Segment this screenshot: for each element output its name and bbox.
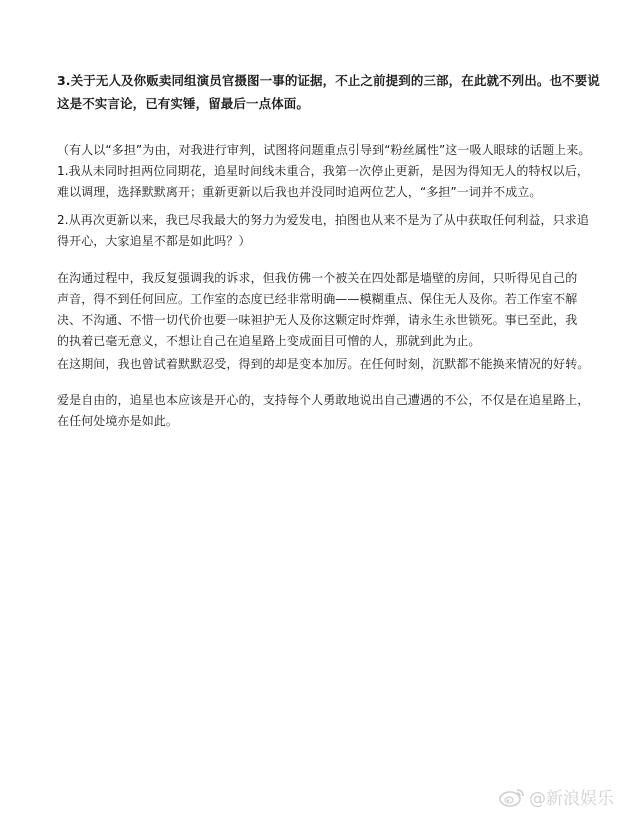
- paragraph-line: 1.我从未同时担两位同期花，追星时间线未重合，我第一次停止更新，是因为得知无人的特权以后，: [57, 164, 589, 178]
- paragraph-line: 的执着已毫无意义，不想让自己在追星路上变成面目可憎的人，那就到此为止。: [57, 334, 481, 348]
- paragraph-line: 2.从再次更新以来，我已尽我最大的努力为爱发电，拍图也从来不是为了从中获取任何利益，只求追: [57, 213, 589, 227]
- paragraph-line: 难以调理，选择默默离开；重新更新以后我也并没同时追两位艺人，“多担”一词并不成立。: [57, 185, 542, 199]
- heading-paragraph: [57, 69, 600, 115]
- paragraph-line: 得开心，大家追星不都是如此吗？）: [57, 234, 251, 248]
- paragraph-communication: [57, 268, 587, 352]
- paragraph-line: 爱是自由的，追星也本应该是开心的，支持每个人勇敢地说出自己遭遇的不公，不仅是在追星路上，: [57, 393, 590, 407]
- weibo-logo-icon: [499, 787, 525, 807]
- paragraph-line: 决、不沟通、不惜一切代价也要一味袒护无人及你这颗定时炸弹，请永生永世锁死。事已至此，我: [57, 313, 578, 327]
- paragraph-point-two: [57, 210, 587, 252]
- paragraph-closing: [57, 390, 590, 432]
- watermark-text: @新浪娱乐: [529, 789, 614, 809]
- paragraph-line: 声音，得不到任何回应。工作室的态度已经非常明确——模糊重点、保住无人及你。若工作室不解: [57, 292, 578, 306]
- paragraph-clarification: [57, 140, 591, 203]
- sina-entertainment-watermark: [499, 784, 614, 809]
- paragraph-line: 在沟通过程中，我反复强调我的诉求，但我仿佛一个被关在四处都是墙壁的房间，只听得见自己的: [57, 271, 578, 285]
- heading-line: 3.关于无人及你贩卖同组演员官摄图一事的证据，不止之前提到的三部，在此就不列出。也不要说: [57, 73, 600, 88]
- heading-line: 这是不实言论，已有实锤，留最后一点体面。: [57, 96, 310, 111]
- paragraph-line: 在任何处境亦是如此。: [57, 414, 179, 428]
- paragraph-line: 在这期间，我也曾试着默默忍受，得到的却是变本加厉。在任何时刻，沉默都不能换来情况的好转。: [57, 357, 590, 371]
- paragraph-silence: [57, 354, 590, 375]
- paragraph-line: （有人以“多担”为由，对我进行审判，试图将问题重点引导到“粉丝属性”这一吸人眼球的话题上来。: [57, 143, 591, 157]
